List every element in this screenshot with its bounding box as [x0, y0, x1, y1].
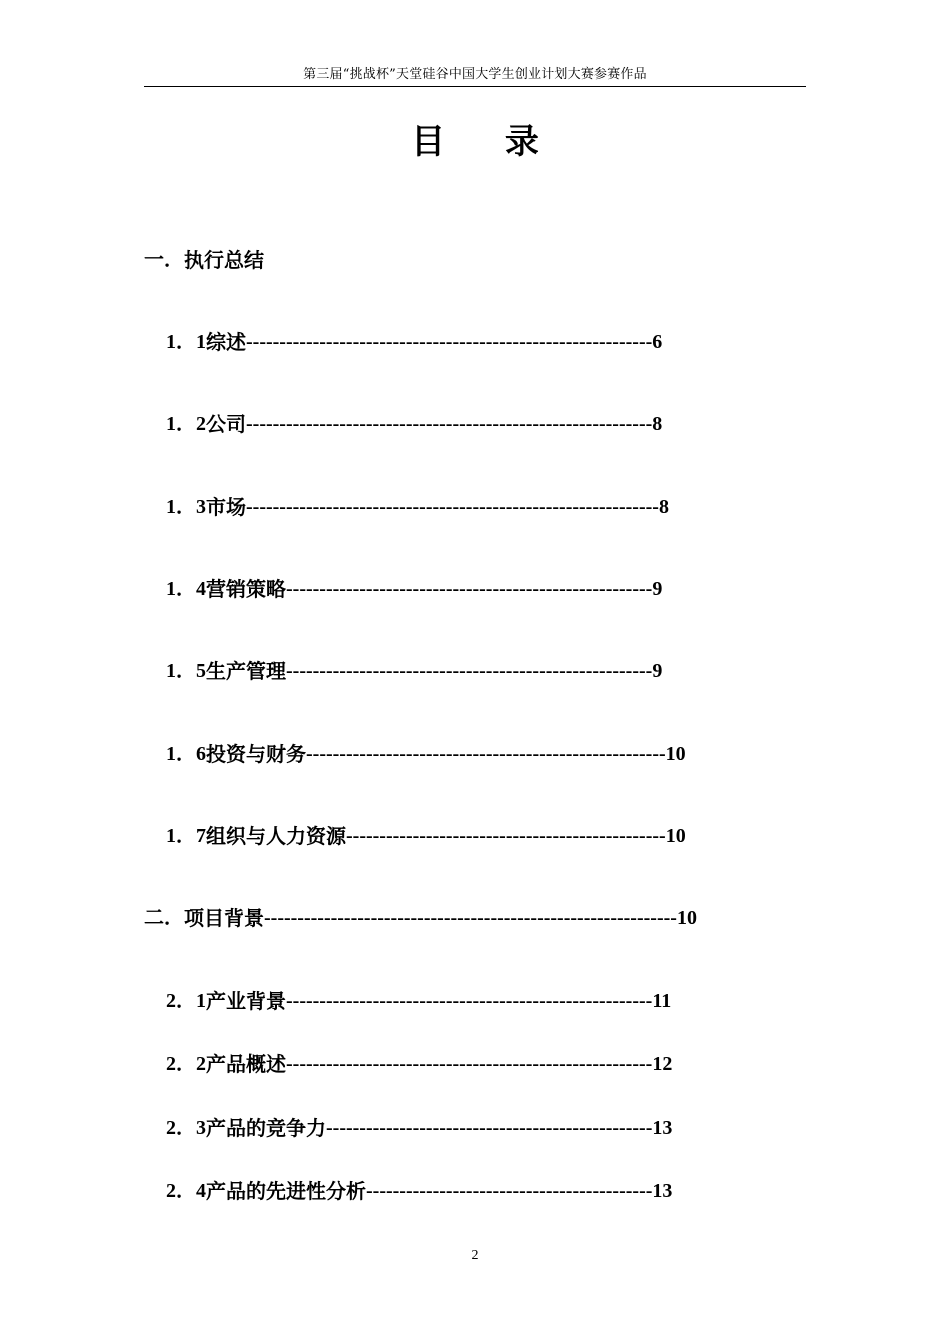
header-text: 第三届“挑战杯”天堂硅谷中国大学生创业计划大赛参赛作品 — [303, 67, 647, 82]
toc-label: 综述 — [206, 330, 246, 354]
toc-leader: ------------------------------------------------------- — [286, 660, 653, 682]
toc-number: 1．2 — [166, 413, 206, 435]
toc-leader: ------------------------------------------------------- — [286, 578, 653, 600]
toc-leader: ------------------------------------------------------------- — [246, 331, 653, 353]
toc-leader: ------------------------------------------------- — [326, 1117, 653, 1139]
toc-entry-1-1[interactable] — [166, 327, 662, 357]
toc-number: 1．4 — [166, 578, 206, 600]
toc-label: 产业背景 — [206, 989, 286, 1013]
toc-number: 1．7 — [166, 825, 206, 847]
toc-page-number: 9 — [652, 578, 663, 600]
toc-page-number: 9 — [652, 660, 663, 682]
toc-page-number: 13 — [652, 1117, 673, 1139]
toc-leader: -------------------------------------------------------------- — [246, 496, 659, 518]
toc-label: 产品的先进性分析 — [206, 1179, 366, 1203]
toc-number: 2．2 — [166, 1053, 206, 1075]
toc-leader: ------------------------------------------------------------- — [246, 413, 653, 435]
toc-entry-1-3[interactable] — [166, 492, 669, 522]
toc-leader: ------------------------------------------------------ — [306, 743, 666, 765]
toc-page-number: 8 — [658, 496, 669, 518]
toc-number: 1．3 — [166, 496, 206, 518]
toc-entry-2-2[interactable] — [166, 1049, 672, 1079]
toc-number: 2．4 — [166, 1180, 206, 1202]
toc-entry-1-5[interactable] — [166, 656, 662, 686]
toc-number: 1．5 — [166, 660, 206, 682]
page-header — [144, 66, 806, 87]
toc-label: 项目背景 — [184, 906, 264, 930]
toc-entry-2-4[interactable] — [166, 1176, 672, 1206]
toc-label: 组织与人力资源 — [206, 824, 346, 848]
toc-label: 产品的竞争力 — [206, 1116, 326, 1140]
toc-number: 二． — [144, 907, 184, 929]
toc-entry-1-4[interactable] — [166, 574, 662, 604]
toc-number: 2．1 — [166, 990, 206, 1012]
toc-page-number: 13 — [652, 1180, 673, 1202]
toc-page-number: 11 — [652, 990, 672, 1012]
toc-entry-1-6[interactable] — [166, 739, 686, 769]
toc-page-number: 10 — [665, 743, 686, 765]
toc-page-number: 10 — [676, 907, 697, 929]
toc-label: 投资与财务 — [206, 742, 306, 766]
toc-label: 营销策略 — [206, 577, 286, 601]
toc-label: 市场 — [206, 495, 246, 519]
toc-section-1[interactable] — [144, 245, 264, 275]
toc-label: 公司 — [206, 412, 246, 436]
toc-label: 生产管理 — [206, 659, 286, 683]
toc-label: 产品概述 — [206, 1052, 286, 1076]
toc-page-number: 6 — [652, 331, 663, 353]
toc-number: 2．3 — [166, 1117, 206, 1139]
toc-entry-1-7[interactable] — [166, 821, 686, 851]
page-title: 目 录 — [411, 122, 563, 162]
toc-page-number: 10 — [665, 825, 686, 847]
toc-leader: ------------------------------------------------------- — [286, 1053, 653, 1075]
toc-label: 执行总结 — [184, 248, 264, 272]
toc-entry-1-2[interactable] — [166, 409, 662, 439]
page-number: 2 — [471, 1248, 479, 1263]
toc-page-number: 12 — [652, 1053, 673, 1075]
toc-number: 1．1 — [166, 331, 206, 353]
toc-number: 1．6 — [166, 743, 206, 765]
toc-entry-2-1[interactable] — [166, 986, 671, 1016]
toc-leader: ------------------------------------------- — [366, 1180, 653, 1202]
toc-leader: -------------------------------------------------------------- — [264, 907, 677, 929]
toc-number: 一． — [144, 249, 184, 271]
toc-leader: ------------------------------------------------ — [346, 825, 666, 847]
toc-section-2[interactable] — [144, 903, 697, 933]
toc-page-number: 8 — [652, 413, 663, 435]
toc-leader: ------------------------------------------------------- — [286, 990, 653, 1012]
toc-entry-2-3[interactable] — [166, 1113, 672, 1143]
